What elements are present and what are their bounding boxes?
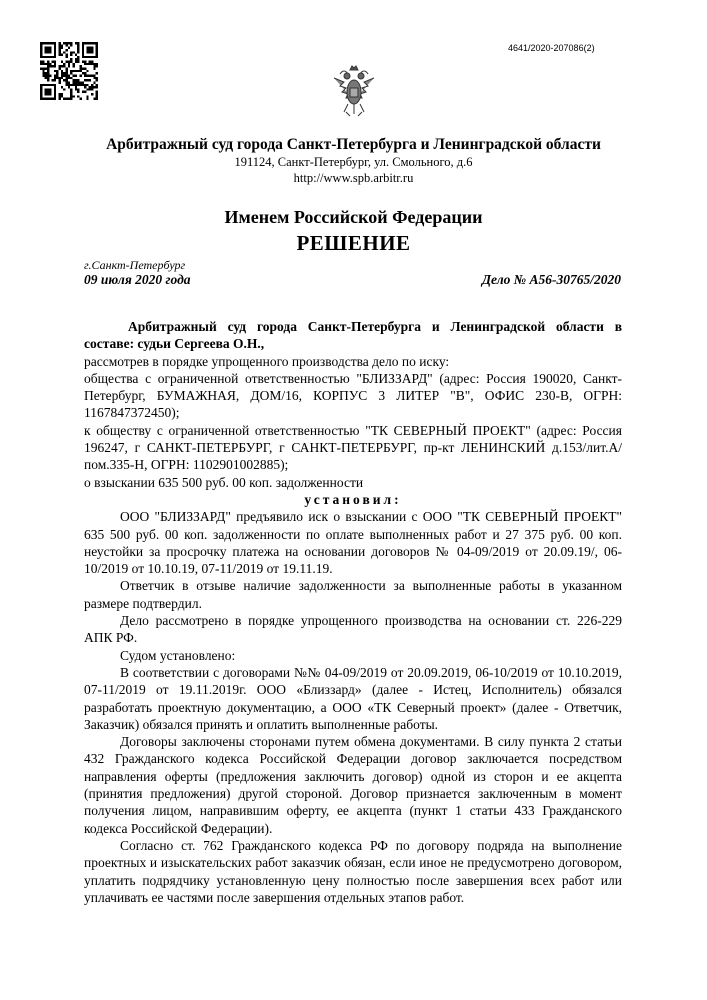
body-paragraph: Судом установлено:: [120, 647, 236, 663]
city: г.Санкт-Петербург: [84, 258, 186, 272]
body-paragraph: ООО "БЛИЗЗАРД" предъявило иск о взыскании с ООО "ТК СЕВЕРНЫЙ ПРОЕКТ" 635 500 руб. 00 коп. задолженности по оплате выполненных работ и 27 375 руб. 00 коп. неустойки за просрочку платежа на основании договоров № 04-09/2019 от 20.09.19/, 06-10/2019 от 10.10.19, 07-11/2019 от 19.11.19.: [84, 509, 622, 577]
case-number: Дело № А56-30765/2020: [481, 272, 621, 287]
judge-paragraph: Арбитражный суд города Санкт-Петербурга и Ленинградской области в составе: судьи Сергеева О.Н.,: [84, 319, 622, 352]
heading-name: Именем Российской Федерации: [224, 207, 483, 227]
ustanovil-heading: установил:: [304, 491, 402, 507]
review-line: рассмотрев в порядке упрощенного производства дело по иску:: [84, 353, 450, 369]
court-address: 191124, Санкт-Петербург, ул. Смольного, д.6: [234, 155, 473, 169]
body-paragraph: Согласно ст. 762 Гражданского кодекса РФ по договору подряда на выполнение проектных и изыскательских работ заказчик обязан, если иное не предусмотрено договором, уплатить подрядчику установленную цену полностью после завершения всех работ или уплачивать ее частями после завершения отдельных этапов работ.: [84, 837, 622, 905]
court-website: http://www.spb.arbitr.ru: [293, 171, 414, 185]
body-paragraph: Договоры заключены сторонами путем обмена документами. В силу пункта 2 статьи 432 Гражданского кодекса Российской Федерации договор заключается посредством направления оферты (предложения заключить договор) одной из сторон и ее акцепта (принятия предложения) другой стороной. Договор признается заключенным в момент получения лицом, направившим оферту, ее акцепта (пункт 1 статьи 433 Гражданского кодекса Российской Федерации).: [84, 734, 622, 836]
subject-line: о взыскании 635 500 руб. 00 коп. задолженности: [84, 474, 364, 490]
body-paragraph: В соответствии с договорами №№ 04-09/2019 от 20.09.2019, 06-10/2019 от 10.10.2019, 07-11/2019 от 19.11.2019г. ООО «Близзард» (далее - Истец, Исполнитель) обязался разработать проектную документацию, а ООО «ТК Северный проект» (далее - Ответчик, Заказчик) обязался принять и оплатить выполненные работы.: [84, 664, 622, 732]
document-id: 4641/2020-207086(2): [508, 43, 595, 53]
body-paragraph: Дело рассмотрено в порядке упрощенного производства на основании ст. 226-229 АПК РФ.: [84, 613, 622, 646]
document-body: [84, 318, 622, 906]
qr-code: [40, 42, 98, 100]
russian-coat-of-arms-emblem: [330, 64, 378, 118]
defendant-paragraph: к обществу с ограниченной ответственностью "ТК СЕВЕРНЫЙ ПРОЕКТ" (адрес: Россия 196247, г САНКТ-ПЕТЕРБУРГ, г САНКТ-ПЕТЕРБУРГ, пр-кт ЛЕНИНСКИЙ д.153/лит.А/пом.335-Н, ОГРН: 1102901002885);: [84, 422, 622, 473]
decision-date: 09 июля 2020 года: [84, 272, 191, 287]
plaintiff-paragraph: общества с ограниченной ответственностью "БЛИЗЗАРД" (адрес: Россия 190020, Санкт-Петербург, БУМАЖНАЯ, ДОМ/16, КОРПУС 3 ЛИТЕР "В", ОФИС 230-В, ОГРН: 1167847372450);: [84, 370, 622, 421]
court-name: Арбитражный суд города Санкт-Петербурга и Ленинградской области: [106, 136, 601, 153]
document-title: РЕШЕНИЕ: [296, 231, 411, 255]
body-paragraph: Ответчик в отзыве наличие задолженности за выполненные работы в указанном размере подтвердил.: [84, 578, 622, 611]
